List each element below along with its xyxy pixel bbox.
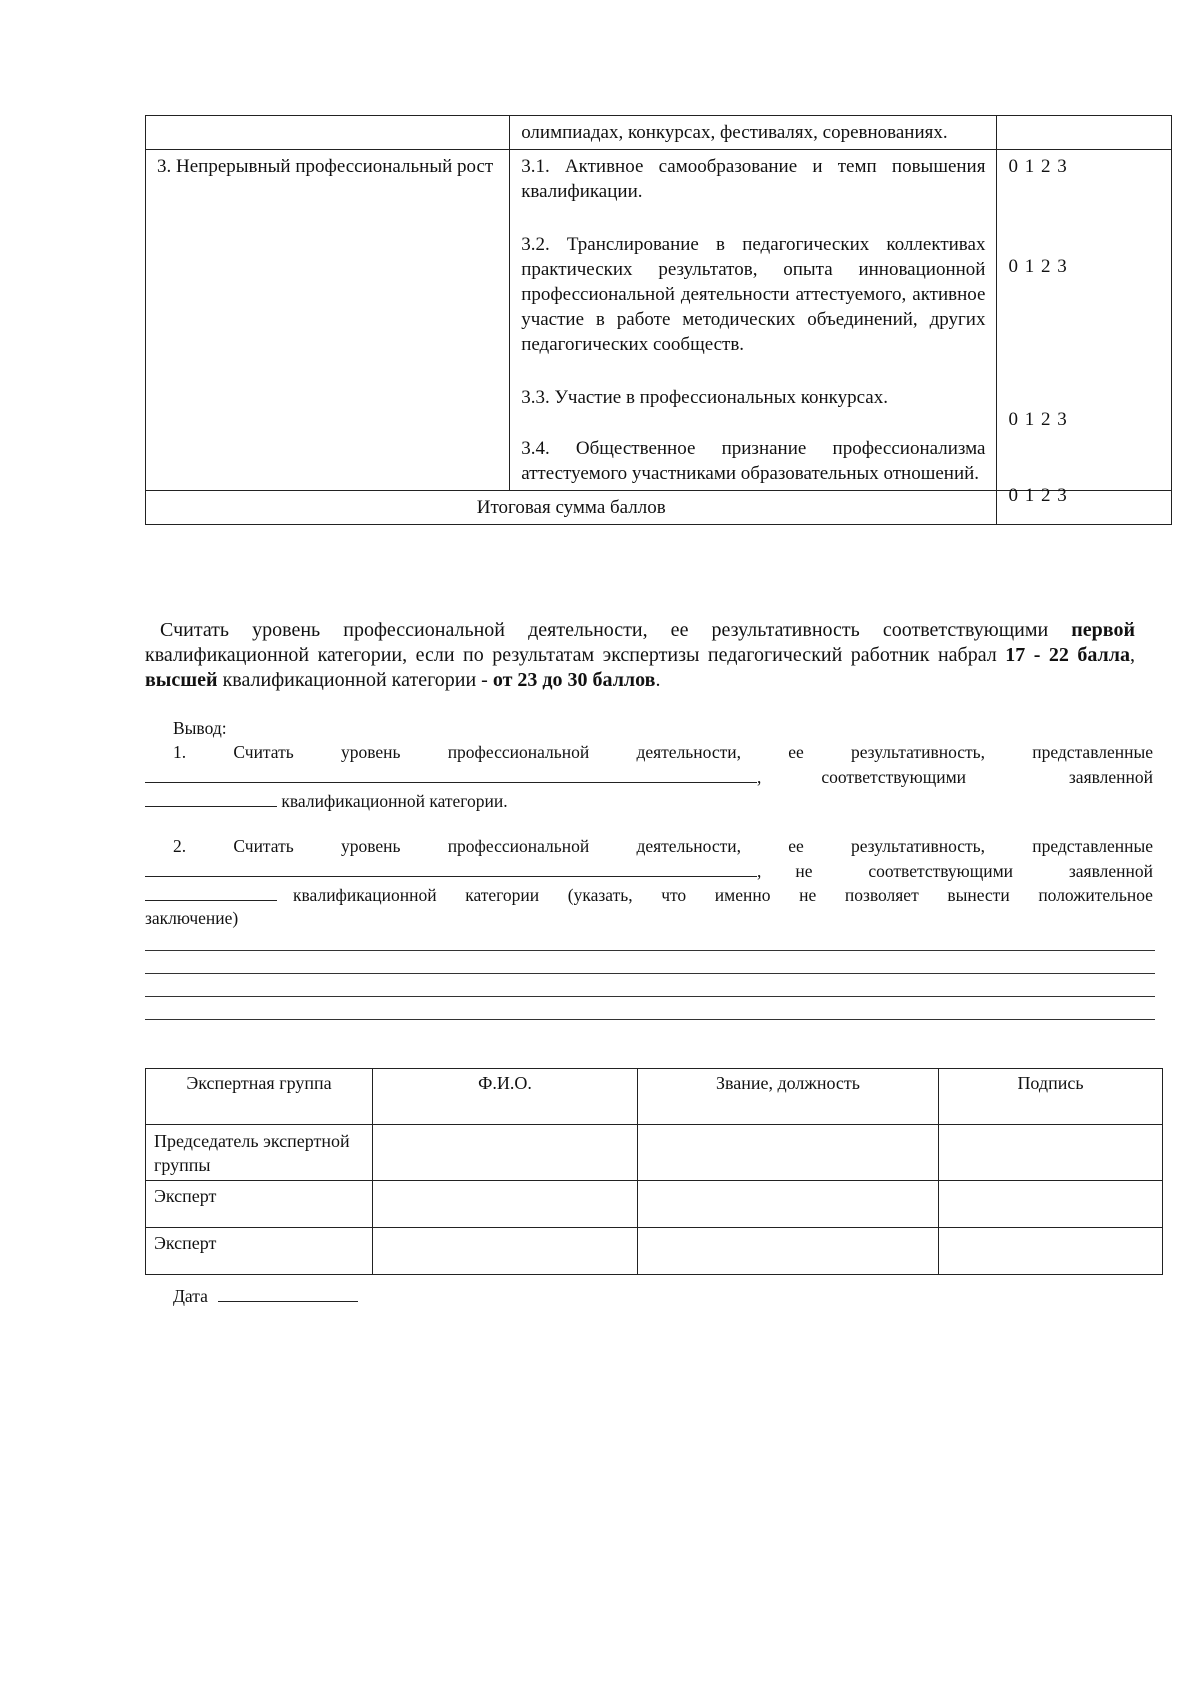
score-3-4: 0 1 2 3 xyxy=(1008,485,1068,506)
writing-line-2[interactable] xyxy=(145,973,1155,974)
date-blank[interactable] xyxy=(218,1283,358,1302)
conclusion-item-1-line-3: квалификационной категории. xyxy=(145,788,508,813)
fill-blank-3[interactable] xyxy=(145,858,757,877)
cell-title-position[interactable] xyxy=(638,1228,939,1275)
continued-row-text: олимпиадах, конкурсах, фестивалях, соревнованиях. xyxy=(510,116,997,150)
total-label: Итоговая сумма баллов xyxy=(146,491,997,525)
date-label: Дата xyxy=(173,1286,208,1306)
role-chairman: Председатель экспертной группы xyxy=(146,1125,373,1181)
conclusion-item-2-line-4: заключение) xyxy=(145,908,239,928)
score-3-2: 0 1 2 3 xyxy=(1008,256,1068,277)
fill-blank-2[interactable] xyxy=(145,788,277,807)
role-expert: Эксперт xyxy=(146,1181,373,1228)
writing-line-4[interactable] xyxy=(145,1019,1155,1020)
writing-line-1[interactable] xyxy=(145,950,1155,951)
criterion-3-4: 3.4. Общественное признание профессионализма аттестуемого участниками образовательных отношений. xyxy=(521,438,986,484)
score-3-3: 0 1 2 3 xyxy=(1008,409,1068,430)
cell-full-name[interactable] xyxy=(373,1125,638,1181)
criterion-3-2: 3.2. Транслирование в педагогических коллективах практических результатов, опыта инновационной профессиональной деятельности аттестуемого, активное участие в работе методических объединений, других педагогических сообществ. xyxy=(521,234,986,355)
fill-blank-4[interactable] xyxy=(145,882,277,901)
conclusion-heading: Вывод: xyxy=(173,718,227,738)
header-signature: Подпись xyxy=(939,1069,1163,1125)
table-row xyxy=(146,1125,1163,1181)
conclusion-item-2-line-3: квалификационной категории (указать, что именно не позволяет вынести положительное xyxy=(145,882,1153,907)
cell-signature[interactable] xyxy=(939,1181,1163,1228)
cell-full-name[interactable] xyxy=(373,1228,638,1275)
header-title-position: Звание, должность xyxy=(638,1069,939,1125)
writing-line-3[interactable] xyxy=(145,996,1155,997)
section-3-scores xyxy=(997,150,1172,506)
cell-full-name[interactable] xyxy=(373,1181,638,1228)
rules-paragraph: Считать уровень профессиональной деятельности, ее результативность соответствующими первой квалификационной категории, если по результатам экспертизы педагогический работник набрал 17 - 22 балла, высшей квалификационной категории - от 23 до 30 баллов. xyxy=(145,619,1135,691)
criterion-3-3: 3.3. Участие в профессиональных конкурсах. xyxy=(521,387,888,408)
conclusion-item-2-line-2: , не соответствующими заявленной xyxy=(145,858,1153,883)
table-row xyxy=(146,1181,1163,1228)
section-3-title-text: 3. Непрерывный профессиональный рост xyxy=(157,156,494,177)
continued-row xyxy=(146,116,1172,150)
expert-table-header xyxy=(146,1069,1163,1125)
section-3-row xyxy=(146,150,1172,491)
date-line xyxy=(173,1283,358,1308)
expert-table xyxy=(145,1068,1163,1275)
criterion-3-1: 3.1. Активное самообразование и темп повышения квалификации. xyxy=(521,156,986,202)
header-expert-group: Экспертная группа xyxy=(146,1069,373,1125)
cell-signature[interactable] xyxy=(939,1228,1163,1275)
criteria-table xyxy=(145,115,1172,525)
conclusion-item-2-line-1: 2. Считать уровень профессиональной деятельности, ее результативность, представленные xyxy=(173,836,1153,856)
conclusion-item-1-line-2: , соответствующими заявленной xyxy=(145,764,1153,789)
conclusion-item-1-line-1: 1. Считать уровень профессиональной деятельности, ее результативность, представленные xyxy=(173,742,1153,762)
continued-row-score xyxy=(997,116,1172,150)
section-3-items xyxy=(510,150,997,491)
score-3-1: 0 1 2 3 xyxy=(1008,156,1068,177)
cell-title-position[interactable] xyxy=(638,1125,939,1181)
header-full-name: Ф.И.О. xyxy=(373,1069,638,1125)
fill-blank-1[interactable] xyxy=(145,764,757,783)
cell-signature[interactable] xyxy=(939,1125,1163,1181)
cell-title-position[interactable] xyxy=(638,1181,939,1228)
continued-row-criterion xyxy=(146,116,510,150)
table-row xyxy=(146,1228,1163,1275)
section-3-title xyxy=(146,150,510,491)
role-expert: Эксперт xyxy=(146,1228,373,1275)
